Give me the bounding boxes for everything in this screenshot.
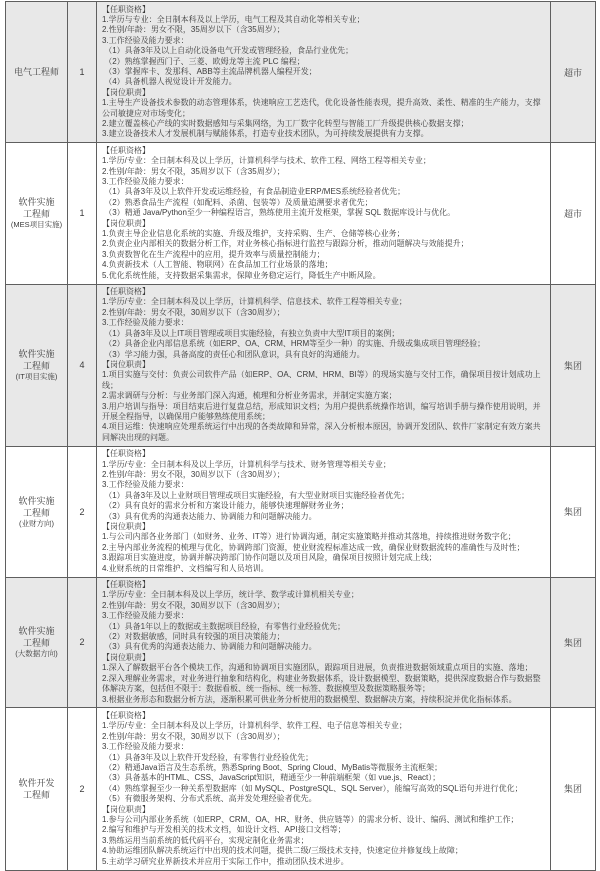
headcount-cell: 2 xyxy=(68,447,97,577)
detail-line: 3.建立设备技术人才发展机制与赋能体系，打造专业技术团队，为可持续发展提供有力支撑。 xyxy=(102,129,429,139)
detail-line: （3）具有优秀的沟通表达能力、协调能力和问题解决能力。 xyxy=(102,642,317,652)
detail-line: 1.负责主导企业信息化系统的实施、升级及维护，支持采购、生产、仓储等核心业务； xyxy=(102,229,405,239)
detail-line: 3.工作经验及能力要求： xyxy=(102,742,189,752)
detail-line: 2.性别/年龄：男女不限，30周岁以下（含30周岁）； xyxy=(102,469,285,479)
position-subtitle: (MES项目实施) xyxy=(10,220,63,230)
detail-line: 1.与公司内部各业务部门（如财务、业务、IT等）进行协调沟通，制定实施策略并推动其落地，持续推进财务数字化； xyxy=(102,532,516,542)
position-name-line: 软件开发 xyxy=(18,777,55,788)
table-row xyxy=(6,285,595,447)
requirements-cell xyxy=(97,578,551,708)
detail-line: 2.性别/年龄：男女不限，30周岁以下（含30周岁）； xyxy=(102,307,285,317)
position-name xyxy=(14,66,59,78)
detail-line: 2.负责企业内部相关的数据分析工作，对业务核心指标进行监控与跟踪分析，推动问题解决与效能提升； xyxy=(102,239,469,249)
detail-line: 3.工作经验及能力要求： xyxy=(102,318,189,328)
detail-line: （3）具有优秀的沟通表达能力、协调能力和问题解决能力。 xyxy=(102,511,317,521)
detail-line: （4）具备机器人视觉设计开发能力。 xyxy=(102,77,237,87)
detail-line: 3.跟踪项目实施进度，协调并解决跨部门协作问题以及项目风险，确保项目按照计划完成上线； xyxy=(102,553,437,563)
detail-line: 【任职资格】 xyxy=(102,287,150,297)
detail-line: 【岗位职责】 xyxy=(102,522,150,531)
detail-line: 3.负责数智化在生产流程中的应用，提升效率与质量控制能力； xyxy=(102,249,325,259)
detail-line: 【任职资格】 xyxy=(102,449,150,459)
detail-line: 3.用户培训与指导：项目结束后进行复盘总结，形成知识文档；为用户提供系统操作培训，编写培训手册与操作使用说明，并开展全程指导，以确保用户能够熟练使用系统； xyxy=(102,401,541,421)
position-name-line: 工程师 xyxy=(22,789,50,800)
position-name-line: 工程师 xyxy=(22,638,50,649)
detail-line: 2.性别/年龄：男女不限，30周岁以下（含30周岁）； xyxy=(102,731,285,741)
detail-line: 【岗位职责】 xyxy=(102,87,150,97)
detail-line: 【任职资格】 xyxy=(102,4,150,14)
headcount-cell: 1 xyxy=(68,143,97,283)
headcount-cell: 2 xyxy=(68,578,97,708)
detail-line: 2.编写和维护与开发相关的技术文档，如设计文档、API接口文档等； xyxy=(102,825,346,835)
detail-line: （3）学习能力强，具备高度的责任心和团队意识，具有良好的沟通能力。 xyxy=(102,349,365,359)
table-row xyxy=(6,708,595,869)
headcount-cell: 2 xyxy=(68,708,97,869)
detail-line: 3.熟练运用当前系统的低代码平台，实现定制化业务需求； xyxy=(102,835,309,845)
detail-line: 2.性别/年龄：男女不限，35周岁以下（含35周岁）； xyxy=(102,25,285,35)
position-name-line: 软件实施 xyxy=(18,197,55,208)
job-positions-table xyxy=(5,1,596,871)
detail-line: 5.主动学习研究业界新技术并应用于实际工作中，推动团队技术进步。 xyxy=(102,856,349,866)
detail-line: 1.项目实施与交付：负责公司软件产品（如ERP、OA、CRM、HRM、BI等）的现场实施与交付工作，确保项目按计划成功上线； xyxy=(102,370,541,390)
position-name xyxy=(18,777,54,801)
detail-line: 1.学历/专业：全日制本科及以上学历，计算机科学与技术、财务管理等相关专业； xyxy=(102,459,391,469)
detail-line: 3.工作经验及能力要求： xyxy=(102,35,189,45)
position-name-line: 电气工程师 xyxy=(13,67,59,78)
requirements-cell xyxy=(97,2,551,142)
detail-line: 2.需求调研与分析：与业务部门深入沟通，梳理和分析业务需求，并制定实施方案； xyxy=(102,391,397,401)
detail-line: 【岗位职责】 xyxy=(102,218,150,228)
detail-line: （2）具有良好的需求分析和方案设计能力，能够快速理解财务业务； xyxy=(102,501,349,511)
position-name-line: 工程师 xyxy=(22,209,50,220)
position-name xyxy=(18,495,54,519)
detail-line: （2）熟练掌握西门子、三菱、欧姆龙等主流 PLC 编程； xyxy=(102,56,305,66)
detail-line: 1.学历/专业：全日制本科及以上学历，统计学、数学或计算机相关专业； xyxy=(102,590,359,600)
detail-line: 【岗位职责】 xyxy=(102,359,150,369)
headcount-cell: 1 xyxy=(68,2,97,142)
detail-line: 3.工作经验及能力要求： xyxy=(102,177,189,186)
position-subtitle: (IT项目实施) xyxy=(15,372,58,382)
table-row xyxy=(6,143,595,284)
detail-line: 4.业财系统的日常维护、文档编写和人员培训。 xyxy=(102,563,269,573)
location-cell: 集团 xyxy=(563,637,582,648)
detail-line: 2.性别/年龄：男女不限，30周岁以下（含30周岁）； xyxy=(102,600,285,610)
detail-line: （1）具备3年及以上自动化设备电气开发或管理经验，食品行业优先； xyxy=(102,46,354,56)
location-cell: 集团 xyxy=(563,360,582,371)
detail-line: 2.深入理解业务需求，对业务进行抽象和结构化，构建业务数据体系，设计数据模型、数据策略，提供深度数据合作与数据整体解决方案，包括但不限于：数据看板、统一指标、统一标签、数据模型及数据策略服务等； xyxy=(102,673,541,694)
detail-line: （1）具备3年及以上软件开发或运维经验，有食品制造业ERP/MES系统经验者优先； xyxy=(102,187,406,197)
position-name xyxy=(18,348,54,372)
position-name xyxy=(18,196,54,220)
detail-line: （1）具备3年及以上IT项目管理或项目实施经验，有独立负责中大型IT项目的案例； xyxy=(102,328,400,338)
detail-line: （3）精通 Java/Python至少一种编程语言，熟练使用主流开发框架，掌握 SQL 数据库设计与优化。 xyxy=(102,208,456,218)
detail-line: 【任职资格】 xyxy=(102,580,150,590)
detail-line: （2）对数据敏感，同时具有较强的项目决策能力； xyxy=(102,632,285,642)
detail-line: 3.根据业务形态和数据分析方法，逐渐积累可供业务分析使用的数据模型、数据解决方案，持续积淀并优化指标体系。 xyxy=(102,694,517,704)
position-name-line: 软件实施 xyxy=(18,349,55,360)
detail-line: 1.学历/专业：全日制本科及以上学历，计算机科学、软件工程、电子信息等相关专业； xyxy=(102,721,407,731)
detail-line: 【岗位职责】 xyxy=(102,652,150,662)
detail-line: （1）具备1年以上的数据或主数据项目经验，有零售行业经验优先； xyxy=(102,621,346,631)
requirements-cell xyxy=(97,143,551,283)
detail-line: （2）熟悉食品生产流程（如配料、杀菌、包装等）及质量追溯要求者优先； xyxy=(102,197,373,207)
detail-line: 5.优化系统性能，支持数据采集需求，保障业务稳定运行，降低生产中断风险。 xyxy=(102,270,381,280)
table-row xyxy=(6,447,595,578)
position-name-line: 软件实施 xyxy=(18,626,55,637)
location-cell: 集团 xyxy=(563,784,582,795)
position-cell xyxy=(6,708,68,869)
detail-line: 1.深入了解数据平台各个模块工作，沟通和协调项目实施团队，跟踪项目进展，负责推进数据领域重点项目的实施、落地； xyxy=(102,663,533,673)
detail-line: （2）具备企业内部信息系统（如ERP、OA、CRM、HRM等至少一种）的实施、升级或集成项目管理经验； xyxy=(102,339,486,349)
detail-line: （5）有微服务架构、分布式系统、高并发处理经验者优先。 xyxy=(102,794,317,804)
detail-line: 4.协助运维团队解决系统运行中出现的技术问题，提供二级/三级技术支持，快速定位并修复线上故障； xyxy=(102,846,463,856)
table-row xyxy=(6,578,595,709)
table-row xyxy=(6,2,595,143)
detail-line: （3）具备基本的HTML、CSS、JavaScript知识，精通至少一种前端框架（如 vue.js、React）； xyxy=(102,773,441,783)
detail-line: （3）掌握库卡、发那科、ABB等主流品牌机器人编程开发； xyxy=(102,66,317,76)
detail-line: 1.学历与专业：全日制本科及以上学历，电气工程及其自动化等相关专业； xyxy=(102,14,365,24)
position-name-line: 工程师 xyxy=(22,507,50,518)
detail-line: 3.工作经验及能力要求： xyxy=(102,611,189,621)
detail-line: 【岗位职责】 xyxy=(102,804,150,814)
requirements-cell xyxy=(97,708,551,869)
detail-line: 【任职资格】 xyxy=(102,145,150,155)
detail-line: 2.建立覆盖核心产线的实时数据感知与采集网络，为工厂数字化转型与智能工厂升级提供核心数据支撑； xyxy=(102,118,469,128)
detail-line: 2.主导内部业务流程的梳理与优化，协调跨部门资源，使业财流程标准达成一致，确保业财数据流转的准确性与及时性； xyxy=(102,542,525,552)
headcount-cell: 4 xyxy=(68,285,97,446)
detail-line: 2.性别/年龄：男女不限，35周岁以下（含35周岁）； xyxy=(102,166,285,176)
position-subtitle: (大数据方向) xyxy=(15,649,58,659)
location-cell: 超市 xyxy=(563,67,582,78)
detail-line: （1）具备3年及以上软件开发经验，有零售行业经验优先； xyxy=(102,752,314,762)
detail-line: 3.工作经验及能力要求： xyxy=(102,480,189,490)
position-subtitle: (业财方向) xyxy=(19,518,54,528)
position-cell xyxy=(6,2,68,142)
position-name-line: 工程师 xyxy=(22,361,50,372)
detail-line: （4）熟练掌握至少一种关系型数据库（如 MySQL、PostgreSQL、SQL Server），能编写高效的SQL语句并进行优化； xyxy=(102,783,523,793)
detail-line: （1）具备3年及以上业财项目管理或项目实施经验，有大型业财项目实施经验者优先； xyxy=(102,490,410,500)
position-name-line: 软件实施 xyxy=(18,495,55,506)
detail-line: 【任职资格】 xyxy=(102,710,150,720)
detail-line: （2）精通Java语言及生态系统，熟悉Spring Boot、Spring Cloud、MyBatis等微服务主流框架； xyxy=(102,762,443,772)
detail-line: 4.项目运维：快速响应处理系统运行中出现的各类故障和异常，深入分析根本原因，协调开发团队、软件厂家制定有效方案共同解决出现的问题。 xyxy=(102,422,541,442)
requirements-cell xyxy=(97,285,551,446)
detail-line: 1.学历/专业：全日制本科及以上学历，计算机科学、信息技术、软件工程等相关专业； xyxy=(102,297,407,307)
detail-line: 1.主导生产设备技术参数的动态管理体系，快速响应工艺迭代，优化设备性能表现，提升高效、柔性、精准的生产能力，支撑公司敏捷应对市场变化； xyxy=(102,98,541,118)
position-name xyxy=(18,625,54,649)
position-cell xyxy=(6,447,68,577)
position-cell xyxy=(6,285,68,446)
position-cell xyxy=(6,578,68,708)
position-cell xyxy=(6,143,68,283)
location-cell: 超市 xyxy=(563,208,582,219)
requirements-cell xyxy=(97,447,551,577)
detail-line: 1.参与公司内部业务系统（如ERP、CRM、OA、HR、财务、供应链等）的需求分析、设计、编码、测试和维护工作； xyxy=(102,814,519,824)
detail-line: 4.负责新技术（人工智能、物联网）在食品加工行业场景的落地； xyxy=(102,260,333,270)
location-cell: 集团 xyxy=(563,507,582,518)
detail-line: 1.学历/专业：全日制本科及以上学历，计算机科学与技术、软件工程、网络工程等相关专业； xyxy=(102,156,431,166)
